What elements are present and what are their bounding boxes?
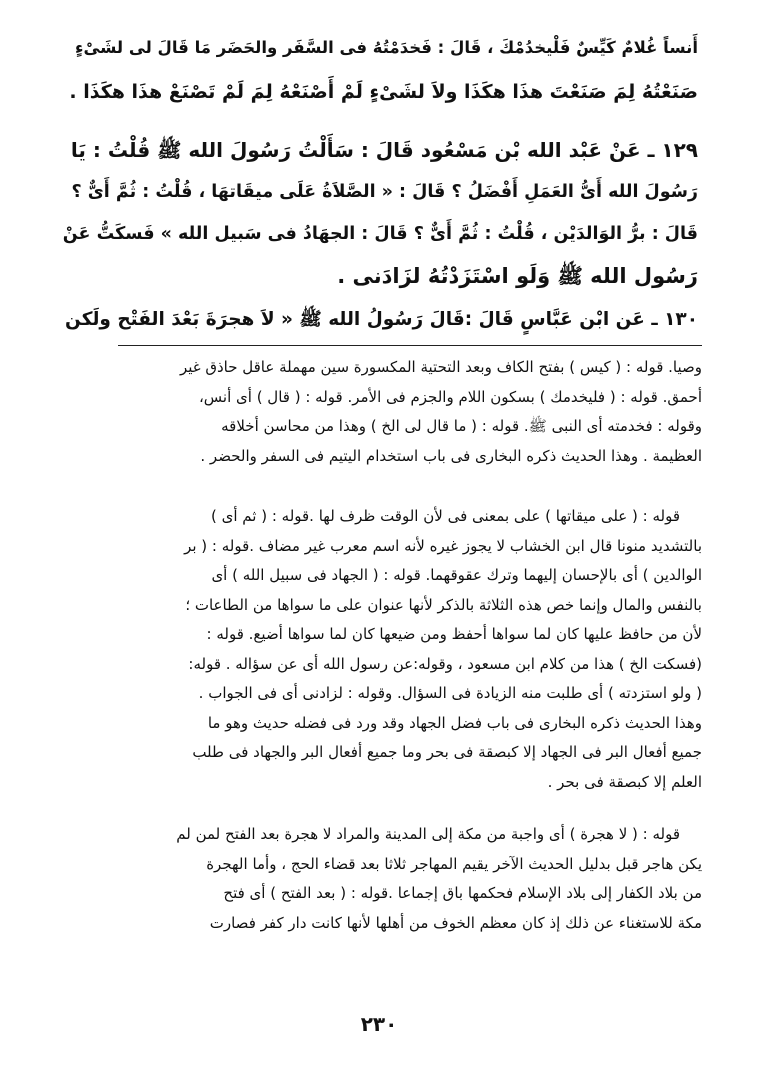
commentary-paragraph bbox=[60, 820, 702, 938]
commentary-line: وصيا. قوله : ( كيس ) بفتح الكاف وبعد التحتية المكسورة سين مهملة عاقل حاذق غير bbox=[179, 358, 702, 376]
hadith-line: صَنَعْتُهُ لِمَ صَنَعْتَ هذَا هكَذَا ولاَ لشَىْءٍ لَمْ أَصْنَعْهُ لِمَ لَمْ تَصْنَعْ هذَا هكَذَا . bbox=[69, 81, 698, 103]
commentary-line: وهذا الحديث ذكره البخارى فى باب فضل الجهاد وقد ورد فى فضله حديث وهو ما bbox=[207, 713, 702, 732]
commentary-line: مكة للاستغناء عن ذلك إذ كان معظم الخوف من أهلها لأنها كانت دار كفر فصارت bbox=[209, 913, 702, 932]
commentary-paragraph bbox=[60, 353, 702, 471]
hadith-line: أَنساً غُلامٌ كَيِّسٌ فَلْيخدُمْكَ ، قَالَ : فَخدَمْتُهُ فى السَّفَر والحَضَر مَا قَالَ لى لشَىْءٍ bbox=[75, 38, 698, 57]
separator-rule bbox=[118, 345, 702, 346]
commentary-line: جميع أفعال البر فى الجهاد إلا كبصقة فى بحر وما جميع أفعال البر والجهاد فى طلب bbox=[192, 743, 702, 761]
hadith-line: قَالَ : برُّ الوَالدَيْن ، قُلْتُ : ثُمَّ أَىٌّ ؟ قَالَ : الجهَادُ فى سَبيل الله » فَسكَتُّ عَنْ bbox=[62, 224, 698, 244]
page-number: ٢٣٠ bbox=[360, 1012, 398, 1036]
commentary-line: أحمق. قوله : ( فليخدمك ) بسكون اللام والجزم فى الأمر. قوله : ( قال ) أى أنس، bbox=[198, 387, 702, 406]
hadith-line: ١٢٩ ـ عَنْ عَبْد الله بْن مَسْعُود قَالَ : سَأَلْتُ رَسُولَ الله ﷺ قُلْتُ : يَا bbox=[70, 138, 698, 162]
commentary-line: قوله : ( على ميقاتها ) على بمعنى فى لأن الوقت ظرف لها .قوله : ( ثم أى ) bbox=[210, 507, 680, 525]
commentary-line: ( ولو استزدته ) أى طلبت منه الزيادة فى السؤال. وقوله : لزادنى أى فى الجواب . bbox=[198, 684, 702, 702]
commentary-line: وقوله : فخدمته أى النبى ﷺ. قوله : ( ما قال لى الخ ) وهذا من محاسن أخلاقه bbox=[221, 417, 702, 435]
commentary-line: قوله : ( لا هجرة ) أى واجبة من مكة إلى المدينة والمراد لا هجرة بعد الفتح لمن لم bbox=[176, 825, 680, 843]
hadith-line: رَسُولَ الله أَىُّ العَمَلِ أَفْضَلُ ؟ قَالَ : « الصَّلاَةُ عَلَى ميقَاتهَا ، قُلْتُ : ثُمَّ أَىٌّ ؟ bbox=[71, 182, 698, 202]
commentary-line: بالنفس والمال وإنما خص هذه الثلاثة بالذكر لأنها عنوان على ما سواها من الطاعات ؛ bbox=[185, 595, 702, 614]
commentary-line: العظيمة . وهذا الحديث ذكره البخارى فى باب استخدام اليتيم فى السفر والحضر . bbox=[200, 446, 702, 465]
hadith-line: ١٣٠ ـ عَن ابْن عَبَّاسٍ قَالَ :قَالَ رَسُولُ الله ﷺ « لاَ هجرَةَ بَعْدَ الفَتْح ولَكن bbox=[65, 309, 698, 330]
hadith-line: رَسُول الله ﷺ وَلَو اسْتَزَدْتُهُ لزَادَنى . bbox=[337, 264, 698, 288]
commentary-line: العلم إلا كبصقة فى بحر . bbox=[547, 772, 702, 791]
commentary-line: (فسكت الخ ) هذا من كلام ابن مسعود ، وقوله:عن رسول الله أى عن سؤاله . قوله: bbox=[188, 654, 702, 673]
commentary-line: يكن هاجر قبل بدليل الحديث الآخر يقيم المهاجر ثلاثا بعد قضاء الحج ، وأما الهجرة bbox=[206, 854, 702, 873]
commentary-line: لأن من حافظ عليها كان لما سواها أحفظ ومن ضيعها كان لما سواها أضيع. قوله : bbox=[206, 625, 702, 643]
commentary-line: من بلاد الكفار إلى بلاد الإسلام فحكمها باق إجماعا .قوله : ( بعد الفتح ) أى فتح bbox=[223, 884, 702, 902]
commentary-line: الوالدين ) أى بالإحسان إليهما وترك عقوقهما. قوله : ( الجهاد فى سبيل الله ) أى bbox=[211, 566, 702, 584]
commentary-paragraph bbox=[60, 502, 702, 797]
commentary-line: بالتشديد منونا قال ابن الخشاب لا يجوز غيره لأنه اسم معرب غير مضاف .قوله : ( بر bbox=[184, 536, 702, 555]
